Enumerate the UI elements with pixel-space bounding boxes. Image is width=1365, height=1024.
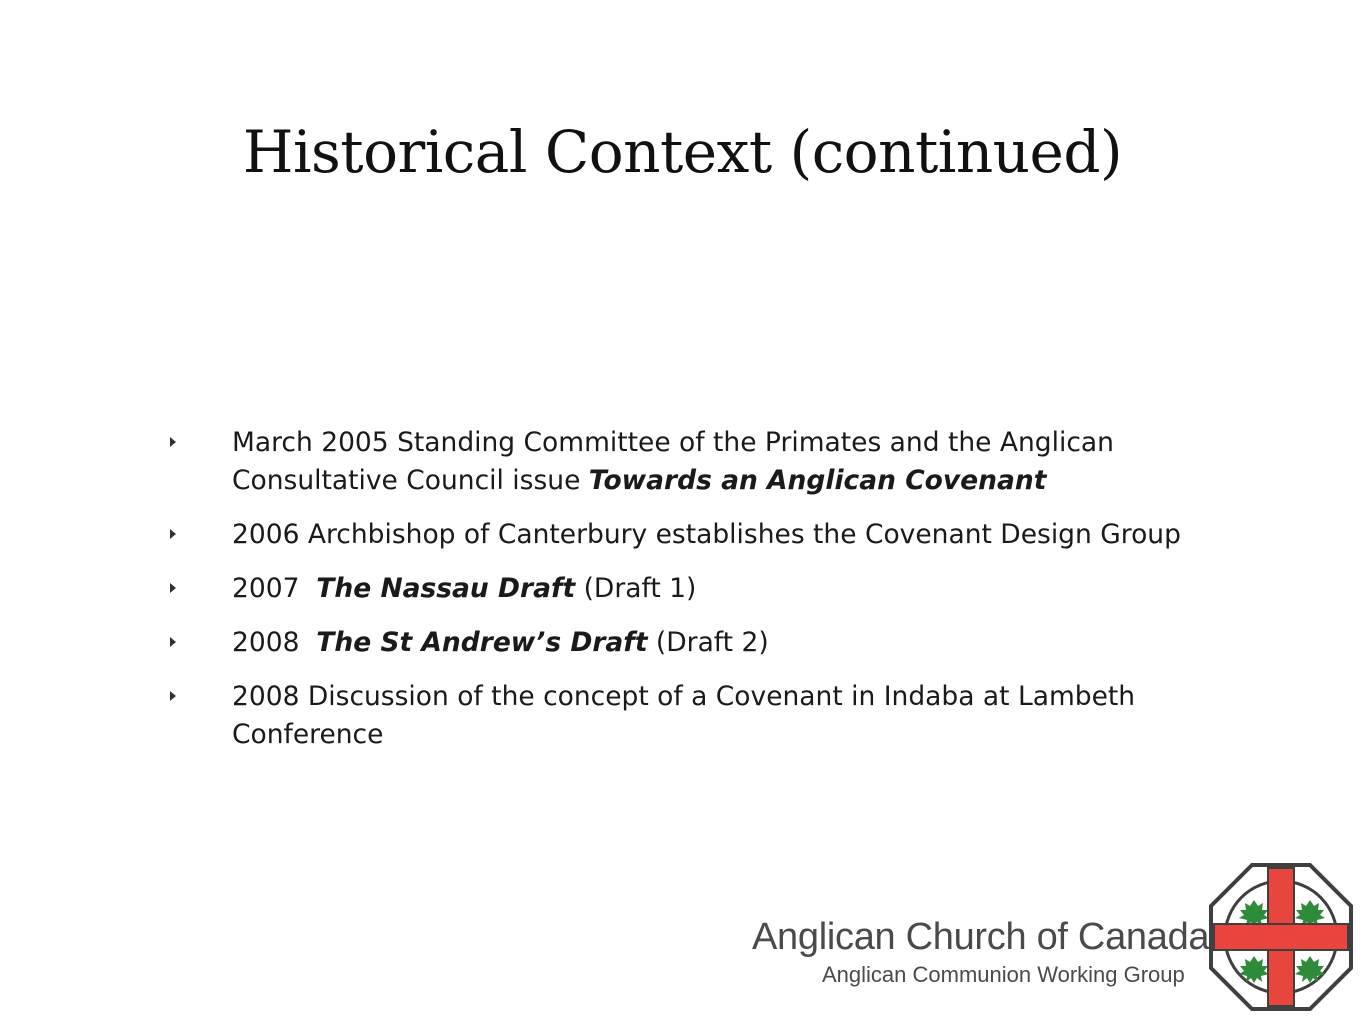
bullet-text: 2008 — [232, 627, 317, 658]
bullet-emphasis: The Nassau Draft — [316, 573, 576, 604]
logo-subtitle: Anglican Communion Working Group — [822, 962, 1185, 987]
red-cross — [1214, 868, 1348, 1006]
logo-name: Anglican Church of Canada — [752, 916, 1210, 958]
bullet-emphasis: The St Andrew’s Draft — [316, 627, 648, 658]
bullet-list — [170, 424, 1230, 770]
bullet-arrow-icon — [170, 583, 176, 593]
list-item — [170, 678, 1230, 754]
list-item — [170, 570, 1230, 608]
bullet-text: March 2005 Standing Committee of the Primates and the Anglican Consultative Council issue — [232, 427, 1114, 496]
bullet-trail: (Draft 1) — [575, 573, 697, 604]
bullet-trail: (Draft 2) — [647, 627, 769, 658]
bullet-text: 2008 Discussion of the concept of a Covenant in Indaba at Lambeth Conference — [232, 681, 1136, 750]
bullet-text: 2006 Archbishop of Canterbury establishes the Covenant Design Group — [232, 519, 1181, 550]
bullet-emphasis: Towards an Anglican Covenant — [588, 465, 1047, 496]
bullet-arrow-icon — [170, 637, 176, 647]
list-item — [170, 424, 1230, 500]
bullet-arrow-icon — [170, 529, 176, 539]
bullet-arrow-icon — [170, 691, 176, 701]
list-item — [170, 516, 1230, 554]
list-item — [170, 624, 1230, 662]
bullet-arrow-icon — [170, 437, 176, 447]
bullet-text: 2007 — [232, 573, 317, 604]
slide-title: Historical Context (continued) — [242, 118, 1123, 186]
church-logo — [752, 862, 1352, 1012]
compass-rose-cross-icon — [1208, 862, 1354, 1012]
